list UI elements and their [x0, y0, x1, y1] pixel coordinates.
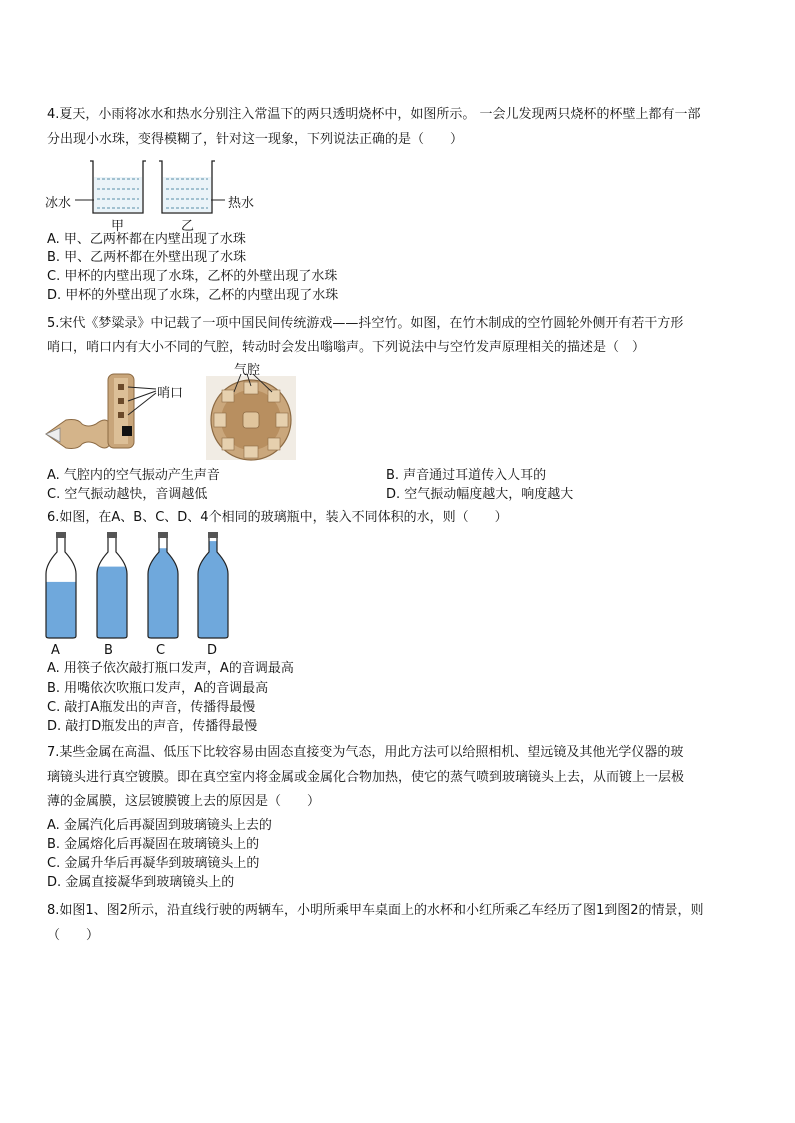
bottle-label-b: B: [104, 643, 113, 658]
bottle-b: [97, 532, 127, 638]
q5-diabolo-figure: [44, 362, 304, 464]
bottle-a-water: [46, 582, 76, 638]
bottles-illustration: [40, 530, 240, 642]
bottle-c-water: [148, 548, 178, 638]
q4-option-b: B. 甲、乙两杯都在外壁出现了水珠: [47, 250, 247, 265]
q4-option-a: A. 甲、乙两杯都在内壁出现了水珠: [47, 232, 246, 247]
q5-option-d: D. 空气振动幅度越大，响度越大: [386, 487, 574, 502]
bottle-d: [198, 532, 228, 638]
bottle-b-cork: [107, 532, 117, 538]
q5-option-a: A. 气腔内的空气振动产生声音: [47, 468, 220, 483]
hot-water-label: 热水: [228, 196, 255, 211]
q7-option-b: B. 金属熔化后再凝固在玻璃镜头上的: [47, 837, 260, 852]
q7-option-d: D. 金属直接凝华到玻璃镜头上的: [47, 875, 235, 890]
q5-stem-line2: 哨口，哨口内有大小不同的气腔，转动时会发出嗡嗡声。下列说法中与空竹发声原理相关的描述是（ ）: [47, 340, 646, 355]
q4-option-c: C. 甲杯的内壁出现了水珠，乙杯的外壁出现了水珠: [47, 269, 338, 284]
q7-stem-line2: 璃镜头进行真空镀膜。即在真空室内将金属或金属化合物加热，使它的蒸气喷到玻璃镜头上去，从而镀上一层极: [47, 770, 685, 785]
q6-stem: 6.如图，在A、B、C、D、4个相同的玻璃瓶中，装入不同体积的水，则（ ）: [47, 510, 508, 525]
bottle-d-cork: [208, 532, 218, 538]
q8-stem-line2: （ ）: [47, 928, 100, 943]
beaker-jia-label: 甲: [111, 219, 125, 234]
bottle-a-cork: [56, 532, 66, 538]
bottle-label-d: D: [207, 643, 218, 658]
bottle-label-a: A: [51, 643, 60, 658]
q6-bottles-figure: [40, 530, 240, 660]
beaker-yi-label: 乙: [181, 219, 195, 234]
bottle-c: [148, 532, 178, 638]
bottle-b-water: [97, 567, 127, 638]
q7-option-a: A. 金属汽化后再凝固到玻璃镜头上去的: [47, 818, 272, 833]
cavity-label: 气腔: [234, 363, 261, 378]
whistle-label: 哨口: [157, 386, 184, 401]
q7-stem-line3: 薄的金属膜，这层镀膜镀上去的原因是（ ）: [47, 794, 321, 809]
q7-stem-line1: 7.某些金属在高温、低压下比较容易由固态直接变为气态，用此方法可以给照相机、望远镜及其他光学仪器的玻: [47, 745, 684, 760]
q4-stem-line1: 4.夏天，小雨将冰水和热水分别注入常温下的两只透明烧杯中，如图所示。 一会儿发现两只烧杯的杯壁上都有一部: [47, 107, 701, 122]
q5-option-b: B. 声音通过耳道传入人耳的: [386, 468, 547, 483]
q8-stem-line1: 8.如图1、图2所示，沿直线行驶的两辆车，小明所乘甲车桌面上的水杯和小红所乘乙车经历了图1到图2的情景，则: [47, 903, 704, 918]
q4-stem-line2: 分出现小水珠，变得模糊了，针对这一现象，下列说法正确的是（ ）: [47, 132, 464, 147]
q7-option-c: C. 金属升华后再凝华到玻璃镜头上的: [47, 856, 260, 871]
bottle-d-water: [198, 541, 228, 638]
bottle-c-cork: [158, 532, 168, 538]
q6-option-a: A. 用筷子依次敲打瓶口发声，A的音调最高: [47, 661, 294, 676]
ice-water-label: 冰水: [45, 196, 72, 211]
q5-stem-line1: 5.宋代《梦粱录》中记载了一项中国民间传统游戏——抖空竹。如图，在竹木制成的空竹圆轮外侧开有若干方形: [47, 316, 684, 331]
bottle-a: [46, 532, 76, 638]
diabolo-illustration: [44, 362, 304, 464]
q5-option-c: C. 空气振动越快，音调越低: [47, 487, 208, 502]
bottle-label-c: C: [156, 643, 166, 658]
q6-option-b: B. 用嘴依次吹瓶口发声，A的音调最高: [47, 681, 269, 696]
q4-option-d: D. 甲杯的外壁出现了水珠，乙杯的内壁出现了水珠: [47, 288, 339, 303]
q6-option-c: C. 敲打A瓶发出的声音，传播得最慢: [47, 700, 256, 715]
q4-beakers-figure: [45, 155, 275, 233]
q6-option-d: D. 敲打D瓶发出的声音，传播得最慢: [47, 719, 258, 734]
